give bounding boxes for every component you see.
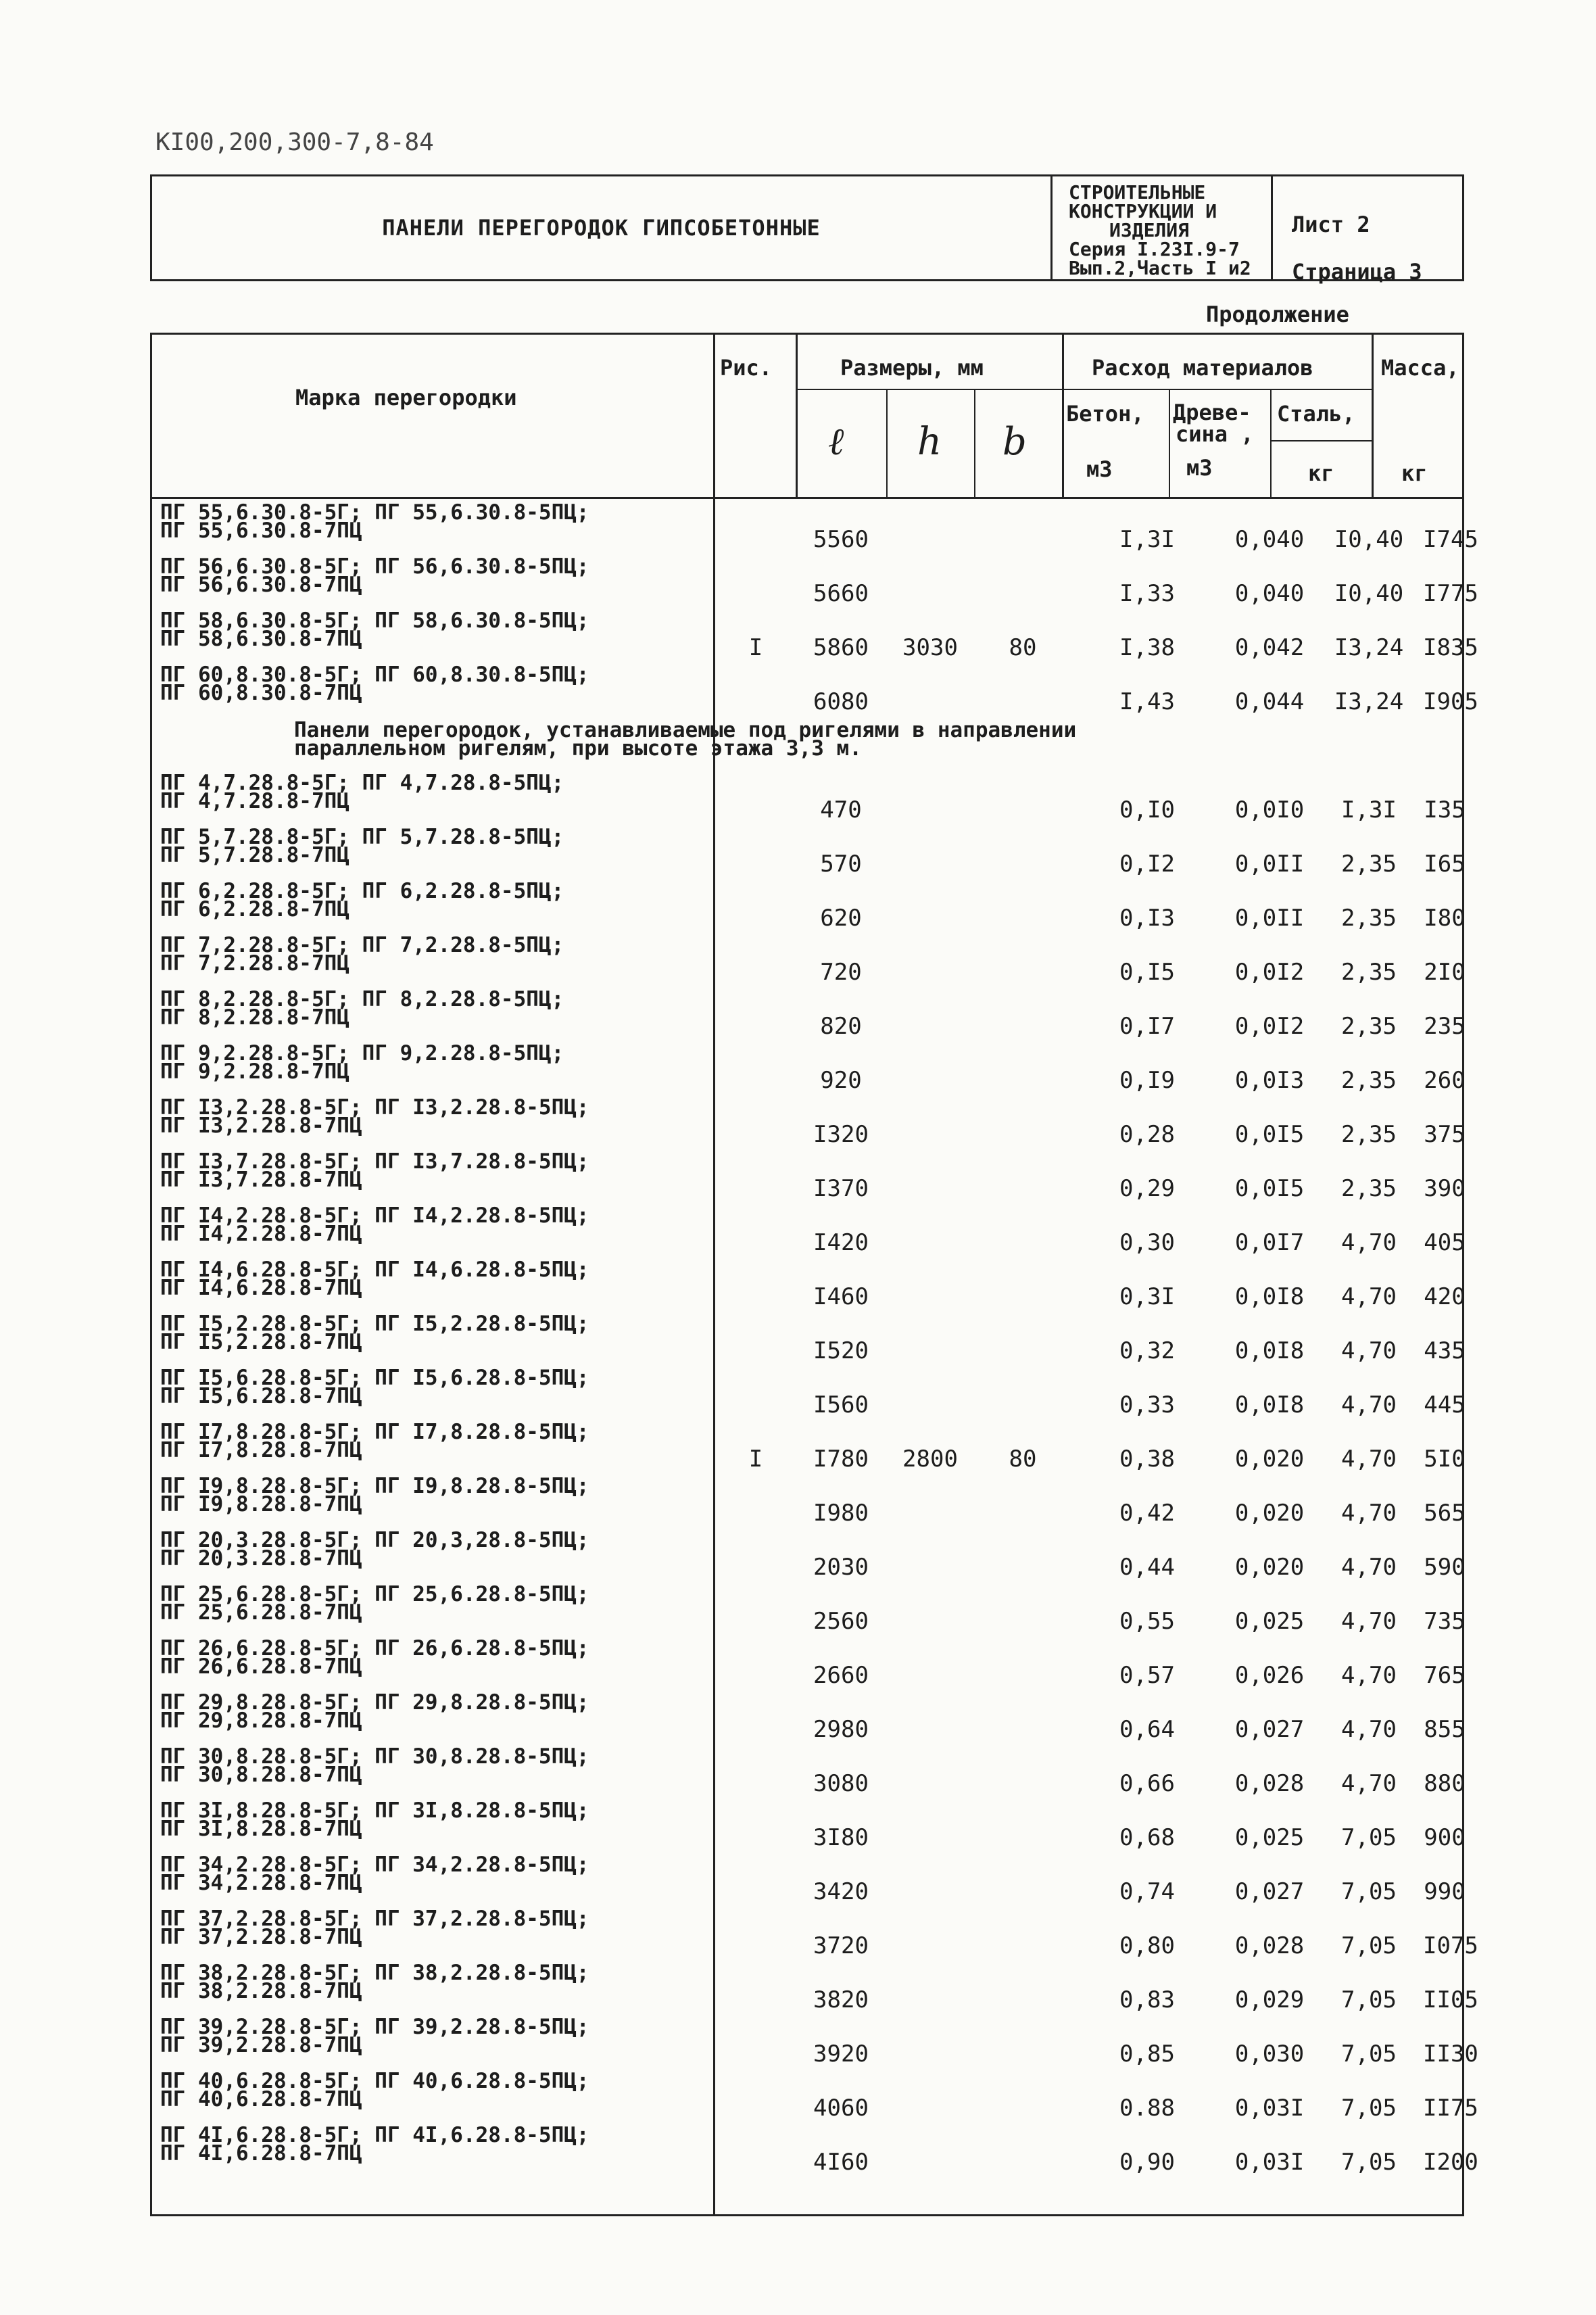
table-row	[152, 1149, 1466, 1207]
header-dims: Размеры, мм	[840, 355, 984, 381]
mark-cell: ПГ I4,6.28.8-5Г; ПГ I4,6.28.8-5ПЦ; ПГ I4,6.28.8-7ПЦ	[160, 1258, 589, 1300]
concrete-cell: 0,44	[1119, 1554, 1175, 1581]
header-concrete: Бетон,	[1066, 401, 1144, 427]
steel-cell: 4,70	[1341, 1554, 1397, 1581]
steel-cell: 7,05	[1341, 1824, 1397, 1851]
mass-cell: 435	[1424, 1337, 1466, 1364]
fig-cell: I	[748, 1446, 763, 1473]
concrete-cell: 0,I0	[1119, 796, 1175, 824]
mass-cell: 5I0	[1424, 1446, 1466, 1473]
mark-cell: ПГ 5,7.28.8-5Г; ПГ 5,7.28.8-5ПЦ; ПГ 5,7.28.8-7ПЦ	[160, 825, 564, 867]
wood-cell: 0,0I5	[1234, 1175, 1305, 1202]
table-row	[152, 2123, 1478, 2180]
table-row	[152, 933, 1466, 991]
length-cell: 570	[820, 851, 862, 878]
table-row	[152, 1420, 1466, 1477]
series-info	[1053, 176, 1273, 279]
mass-cell: 880	[1424, 1770, 1466, 1797]
section-note	[294, 718, 1077, 761]
wood-cell: 0,020	[1234, 1554, 1305, 1581]
table-row	[152, 1258, 1466, 1315]
mark-cell: ПГ I5,2.28.8-5Г; ПГ I5,2.28.8-5ПЦ; ПГ I5,2.28.8-7ПЦ	[160, 1312, 589, 1354]
header-mass: Масса,	[1381, 355, 1459, 381]
concrete-cell: 0,I2	[1119, 851, 1175, 878]
mass-cell: 375	[1424, 1121, 1466, 1148]
steel-cell: I0,40	[1334, 526, 1404, 553]
length-cell: I320	[813, 1121, 869, 1148]
length-cell: I560	[813, 1391, 869, 1418]
series-line: ИЗДЕЛИЯ	[1109, 219, 1190, 241]
thickness-cell: 80	[1009, 1446, 1037, 1473]
length-cell: 3820	[813, 1986, 869, 2013]
table-row	[152, 663, 1478, 720]
concrete-cell: 0,85	[1119, 2040, 1175, 2068]
wood-cell: 0,029	[1234, 1986, 1305, 2013]
mark-cell: ПГ 39,2.28.8-5Г; ПГ 39,2.28.8-5ПЦ; ПГ 39,2.28.8-7ПЦ	[160, 2015, 589, 2057]
mark-cell: ПГ 8,2.28.8-5Г; ПГ 8,2.28.8-5ПЦ; ПГ 8,2.28.8-7ПЦ	[160, 987, 564, 1030]
mass-cell: I65	[1424, 851, 1466, 878]
mass-cell: 445	[1424, 1391, 1466, 1418]
concrete-cell: I,38	[1119, 634, 1175, 661]
section-note-line: Панели перегородок, устанавливаемые под ригелями в направлении	[294, 718, 1077, 742]
mass-cell: 990	[1424, 1878, 1466, 1905]
steel-cell: 4,70	[1341, 1229, 1397, 1256]
wood-cell: 0,042	[1234, 634, 1305, 661]
length-cell: 6080	[813, 688, 869, 715]
wood-cell: 0,030	[1234, 2040, 1305, 2068]
header-fig: Рис.	[720, 355, 773, 381]
concrete-cell: 0,55	[1119, 1608, 1175, 1635]
mark-cell: ПГ 4I,6.28.8-5Г; ПГ 4I,6.28.8-5ПЦ; ПГ 4I,6.28.8-7ПЦ	[160, 2123, 589, 2166]
table-row	[152, 1528, 1466, 1585]
mark-cell: ПГ I7,8.28.8-5Г; ПГ I7,8.28.8-5ПЦ; ПГ I7,8.28.8-7ПЦ	[160, 1420, 589, 1462]
mark-cell: ПГ 38,2.28.8-5Г; ПГ 38,2.28.8-5ПЦ; ПГ 38,2.28.8-7ПЦ	[160, 1961, 589, 2003]
length-cell: 2030	[813, 1554, 869, 1581]
steel-cell: 4,70	[1341, 1500, 1397, 1527]
steel-cell: 7,05	[1341, 2149, 1397, 2176]
table-row	[152, 1041, 1466, 1099]
length-cell: 470	[820, 796, 862, 824]
mass-cell: I35	[1424, 796, 1466, 824]
steel-cell: 2,35	[1341, 905, 1397, 932]
sheet-info	[1273, 176, 1462, 285]
steel-cell: I,3I	[1341, 796, 1397, 824]
wood-cell: 0,0I8	[1234, 1337, 1305, 1364]
wood-cell: 0,0I2	[1234, 959, 1305, 986]
mark-cell: ПГ 20,3.28.8-5Г; ПГ 20,3,28.8-5ПЦ; ПГ 20,3.28.8-7ПЦ	[160, 1528, 589, 1571]
mark-cell: ПГ I9,8.28.8-5Г; ПГ I9,8.28.8-5ПЦ; ПГ I9,8.28.8-7ПЦ	[160, 1474, 589, 1517]
concrete-cell: 0,I3	[1119, 905, 1175, 932]
mass-cell: 590	[1424, 1554, 1466, 1581]
length-cell: 3920	[813, 2040, 869, 2068]
header-wood-unit: м3	[1186, 455, 1213, 481]
wood-cell: 0,025	[1234, 1824, 1305, 1851]
table-row	[152, 2069, 1478, 2126]
header-steel: Сталь,	[1277, 401, 1355, 427]
wood-cell: 0,040	[1234, 526, 1305, 553]
wood-cell: 0,0I0	[1234, 796, 1305, 824]
section-note-line: параллельном ригелям, при высоте этажа 3,3 м.	[294, 736, 862, 761]
mass-cell: I200	[1423, 2149, 1478, 2176]
header-dim-l: ℓ	[828, 420, 844, 464]
wood-cell: 0,028	[1234, 1770, 1305, 1797]
mass-cell: 235	[1424, 1013, 1466, 1040]
steel-cell: I3,24	[1334, 634, 1404, 661]
thickness-cell: 80	[1009, 634, 1037, 661]
steel-cell: 2,35	[1341, 1067, 1397, 1094]
mass-cell: 900	[1424, 1824, 1466, 1851]
table-row	[152, 825, 1466, 882]
wood-cell: 0,028	[1234, 1932, 1305, 1959]
mark-cell: ПГ 58,6.30.8-5Г; ПГ 58,6.30.8-5ПЦ; ПГ 58,6.30.8-7ПЦ	[160, 608, 589, 651]
series-line: Серия I.23I.9-7	[1069, 238, 1240, 260]
concrete-cell: 0,90	[1119, 2149, 1175, 2176]
concrete-cell: 0,I5	[1119, 959, 1175, 986]
mark-cell: ПГ 7,2.28.8-5Г; ПГ 7,2.28.8-5ПЦ; ПГ 7,2.28.8-7ПЦ	[160, 933, 564, 976]
length-cell: 4060	[813, 2095, 869, 2122]
table-row	[152, 1095, 1466, 1153]
concrete-cell: 0,I7	[1119, 1013, 1175, 1040]
mass-cell: 765	[1424, 1662, 1466, 1689]
header-mass-unit: кг	[1401, 460, 1428, 486]
height-cell: 3030	[902, 634, 958, 661]
mass-cell: 405	[1424, 1229, 1466, 1256]
table-row	[152, 500, 1478, 558]
mark-cell: ПГ 25,6.28.8-5Г; ПГ 25,6.28.8-5ПЦ; ПГ 25,6.28.8-7ПЦ	[160, 1582, 589, 1625]
mass-cell: II05	[1423, 1986, 1478, 2013]
concrete-cell: 0,83	[1119, 1986, 1175, 2013]
table-row	[152, 1366, 1466, 1423]
mark-cell: ПГ 6,2.28.8-5Г; ПГ 6,2.28.8-5ПЦ; ПГ 6,2.28.8-7ПЦ	[160, 879, 564, 922]
group-1	[152, 500, 1478, 720]
wood-cell: 0,0II	[1234, 905, 1305, 932]
length-cell: I520	[813, 1337, 869, 1364]
steel-cell: 4,70	[1341, 1391, 1397, 1418]
steel-cell: 4,70	[1341, 1716, 1397, 1743]
concrete-cell: 0.88	[1119, 2095, 1175, 2122]
steel-cell: 7,05	[1341, 1986, 1397, 2013]
mark-cell: ПГ 40,6.28.8-5Г; ПГ 40,6.28.8-5ПЦ; ПГ 40,6.28.8-7ПЦ	[160, 2069, 589, 2111]
title-block	[150, 174, 1464, 285]
table-row	[152, 1636, 1466, 1694]
table-row	[152, 1853, 1466, 1910]
wood-cell: 0,044	[1234, 688, 1305, 715]
header-wood-2: сина ,	[1176, 421, 1254, 447]
mark-cell: ПГ 60,8.30.8-5Г; ПГ 60,8.30.8-5ПЦ; ПГ 60,8.30.8-7ПЦ	[160, 663, 589, 705]
mark-cell: ПГ 26,6.28.8-5Г; ПГ 26,6.28.8-5ПЦ; ПГ 26,6.28.8-7ПЦ	[160, 1636, 589, 1679]
header-dim-b: b	[1002, 420, 1027, 464]
steel-cell: 4,70	[1341, 1283, 1397, 1310]
length-cell: I980	[813, 1500, 869, 1527]
table-row	[152, 1474, 1466, 1531]
mark-cell: ПГ 55,6.30.8-5Г; ПГ 55,6.30.8-5ПЦ; ПГ 55,6.30.8-7ПЦ	[160, 500, 589, 543]
mass-cell: I075	[1423, 1932, 1478, 1959]
wood-cell: 0,03I	[1234, 2095, 1305, 2122]
table-row	[152, 1582, 1466, 1640]
steel-cell: 2,35	[1341, 1175, 1397, 1202]
height-cell: 2800	[902, 1446, 958, 1473]
table-row	[152, 1798, 1466, 1856]
mass-cell: I80	[1424, 905, 1466, 932]
concrete-cell: 0,74	[1119, 1878, 1175, 1905]
header-mark: Марка перегородки	[295, 385, 517, 410]
header-concrete-unit: м3	[1086, 456, 1113, 482]
length-cell: 4I60	[813, 2149, 869, 2176]
mark-cell: ПГ I4,2.28.8-5Г; ПГ I4,2.28.8-5ПЦ; ПГ I4,2.28.8-7ПЦ	[160, 1203, 589, 1246]
wood-cell: 0,0I3	[1234, 1067, 1305, 1094]
length-cell: 3I80	[813, 1824, 869, 1851]
mass-cell: 565	[1424, 1500, 1466, 1527]
length-cell: 2660	[813, 1662, 869, 1689]
materials-table	[150, 333, 1478, 2216]
length-cell: 3420	[813, 1878, 869, 1905]
wood-cell: 0,0I8	[1234, 1283, 1305, 1310]
length-cell: I460	[813, 1283, 869, 1310]
concrete-cell: 0,33	[1119, 1391, 1175, 1418]
document-title: ПАНЕЛИ ПЕРЕГОРОДОК ГИПСОБЕТОННЫЕ	[152, 176, 1053, 279]
concrete-cell: 0,3I	[1119, 1283, 1175, 1310]
steel-cell: 4,70	[1341, 1446, 1397, 1473]
table-row	[152, 554, 1478, 612]
length-cell: 3080	[813, 1770, 869, 1797]
wood-cell: 0,0I2	[1234, 1013, 1305, 1040]
concrete-cell: 0,28	[1119, 1121, 1175, 1148]
mark-cell: ПГ 56,6.30.8-5Г; ПГ 56,6.30.8-5ПЦ; ПГ 56,6.30.8-7ПЦ	[160, 554, 589, 597]
header-wood-1: Древе-	[1173, 400, 1251, 425]
length-cell: 720	[820, 959, 862, 986]
wood-cell: 0,027	[1234, 1878, 1305, 1905]
mass-cell: 855	[1424, 1716, 1466, 1743]
length-cell: 5560	[813, 526, 869, 553]
mass-cell: I745	[1423, 526, 1478, 553]
length-cell: 620	[820, 905, 862, 932]
mark-cell: ПГ 9,2.28.8-5Г; ПГ 9,2.28.8-5ПЦ; ПГ 9,2.28.8-7ПЦ	[160, 1041, 564, 1084]
table-row	[152, 2015, 1478, 2072]
mark-cell: ПГ 29,8.28.8-5Г; ПГ 29,8.28.8-5ПЦ; ПГ 29,8.28.8-7ПЦ	[160, 1690, 589, 1733]
length-cell: 2980	[813, 1716, 869, 1743]
steel-cell: 2,35	[1341, 1013, 1397, 1040]
steel-cell: 4,70	[1341, 1608, 1397, 1635]
length-cell: I370	[813, 1175, 869, 1202]
wood-cell: 0,0I5	[1234, 1121, 1305, 1148]
steel-cell: 2,35	[1341, 851, 1397, 878]
wood-cell: 0,0I7	[1234, 1229, 1305, 1256]
steel-cell: 7,05	[1341, 1932, 1397, 1959]
length-cell: I420	[813, 1229, 869, 1256]
table-row	[152, 1744, 1466, 1802]
table-row	[152, 771, 1466, 828]
mass-cell: I905	[1423, 688, 1478, 715]
concrete-cell: 0,42	[1119, 1500, 1175, 1527]
table-row	[152, 987, 1466, 1045]
mark-cell: ПГ 3I,8.28.8-5Г; ПГ 3I,8.28.8-5ПЦ; ПГ 3I,8.28.8-7ПЦ	[160, 1798, 589, 1841]
mark-cell: ПГ 34,2.28.8-5Г; ПГ 34,2.28.8-5ПЦ; ПГ 34,2.28.8-7ПЦ	[160, 1853, 589, 1895]
concrete-cell: I,3I	[1119, 526, 1175, 553]
length-cell: 5860	[813, 634, 869, 661]
mark-cell: ПГ I3,2.28.8-5Г; ПГ I3,2.28.8-5ПЦ; ПГ I3,2.28.8-7ПЦ	[160, 1095, 589, 1138]
mark-cell: ПГ 37,2.28.8-5Г; ПГ 37,2.28.8-5ПЦ; ПГ 37,2.28.8-7ПЦ	[160, 1907, 589, 1949]
concrete-cell: 0,I9	[1119, 1067, 1175, 1094]
mass-cell: I775	[1423, 580, 1478, 607]
table-row	[152, 879, 1466, 936]
document-code: КI00,200,300-7,8-84	[155, 128, 434, 156]
concrete-cell: 0,80	[1119, 1932, 1175, 1959]
group-2	[152, 771, 1478, 2197]
concrete-cell: 0,68	[1119, 1824, 1175, 1851]
length-cell: 5660	[813, 580, 869, 607]
concrete-cell: I,33	[1119, 580, 1175, 607]
table-row	[152, 1961, 1478, 2018]
table-row	[152, 1907, 1478, 1964]
mark-cell: ПГ I5,6.28.8-5Г; ПГ I5,6.28.8-5ПЦ; ПГ I5,6.28.8-7ПЦ	[160, 1366, 589, 1408]
concrete-cell: 0,30	[1119, 1229, 1175, 1256]
mark-cell: ПГ 30,8.28.8-5Г; ПГ 30,8.28.8-5ПЦ; ПГ 30,8.28.8-7ПЦ	[160, 1744, 589, 1787]
length-cell: I780	[813, 1446, 869, 1473]
header-materials: Расход материалов	[1092, 355, 1313, 381]
mass-cell: 420	[1424, 1283, 1466, 1310]
steel-cell: I3,24	[1334, 688, 1404, 715]
mass-cell: I835	[1423, 634, 1478, 661]
length-cell: 2560	[813, 1608, 869, 1635]
wood-cell: 0,0I8	[1234, 1391, 1305, 1418]
steel-cell: 4,70	[1341, 1662, 1397, 1689]
mass-cell: 260	[1424, 1067, 1466, 1094]
table-row	[152, 1690, 1466, 1748]
mark-cell: ПГ I3,7.28.8-5Г; ПГ I3,7.28.8-5ПЦ; ПГ I3,7.28.8-7ПЦ	[160, 1149, 589, 1192]
mass-cell: 2I0	[1424, 959, 1466, 986]
steel-cell: 2,35	[1341, 1121, 1397, 1148]
continued-label: Продолжение	[1206, 302, 1349, 327]
mark-cell: ПГ 4,7.28.8-5Г; ПГ 4,7.28.8-5ПЦ; ПГ 4,7.28.8-7ПЦ	[160, 771, 564, 813]
mass-cell: 390	[1424, 1175, 1466, 1202]
length-cell: 920	[820, 1067, 862, 1094]
header-steel-unit: кг	[1308, 460, 1334, 486]
steel-cell: 4,70	[1341, 1337, 1397, 1364]
wood-cell: 0,03I	[1234, 2149, 1305, 2176]
concrete-cell: 0,64	[1119, 1716, 1175, 1743]
length-cell: 820	[820, 1013, 862, 1040]
table-row	[152, 1203, 1466, 1261]
wood-cell: 0,026	[1234, 1662, 1305, 1689]
concrete-cell: 0,38	[1119, 1446, 1175, 1473]
wood-cell: 0,040	[1234, 580, 1305, 607]
page-number: Страница 3	[1292, 259, 1422, 285]
series-line: Вып.2,Часть I и2	[1069, 257, 1251, 279]
steel-cell: 2,35	[1341, 959, 1397, 986]
length-cell: 3720	[813, 1932, 869, 1959]
mass-cell: II30	[1423, 2040, 1478, 2068]
wood-cell: 0,020	[1234, 1500, 1305, 1527]
concrete-cell: I,43	[1119, 688, 1175, 715]
table-row	[152, 608, 1478, 666]
wood-cell: 0,025	[1234, 1608, 1305, 1635]
steel-cell: 7,05	[1341, 1878, 1397, 1905]
header-dim-h: h	[917, 420, 942, 464]
concrete-cell: 0,32	[1119, 1337, 1175, 1364]
series-line: СТРОИТЕЛЬНЫЕ	[1069, 181, 1206, 204]
fig-cell: I	[748, 634, 763, 661]
steel-cell: I0,40	[1334, 580, 1404, 607]
mass-cell: 735	[1424, 1608, 1466, 1635]
steel-cell: 7,05	[1341, 2040, 1397, 2068]
concrete-cell: 0,66	[1119, 1770, 1175, 1797]
steel-cell: 4,70	[1341, 1770, 1397, 1797]
wood-cell: 0,0II	[1234, 851, 1305, 878]
concrete-cell: 0,29	[1119, 1175, 1175, 1202]
steel-cell: 7,05	[1341, 2095, 1397, 2122]
sheet-number: Лист 2	[1292, 212, 1370, 237]
wood-cell: 0,020	[1234, 1446, 1305, 1473]
series-line: КОНСТРУКЦИИ И	[1069, 200, 1217, 222]
table-row	[152, 1312, 1466, 1369]
mass-cell: II75	[1423, 2095, 1478, 2122]
concrete-cell: 0,57	[1119, 1662, 1175, 1689]
wood-cell: 0,027	[1234, 1716, 1305, 1743]
